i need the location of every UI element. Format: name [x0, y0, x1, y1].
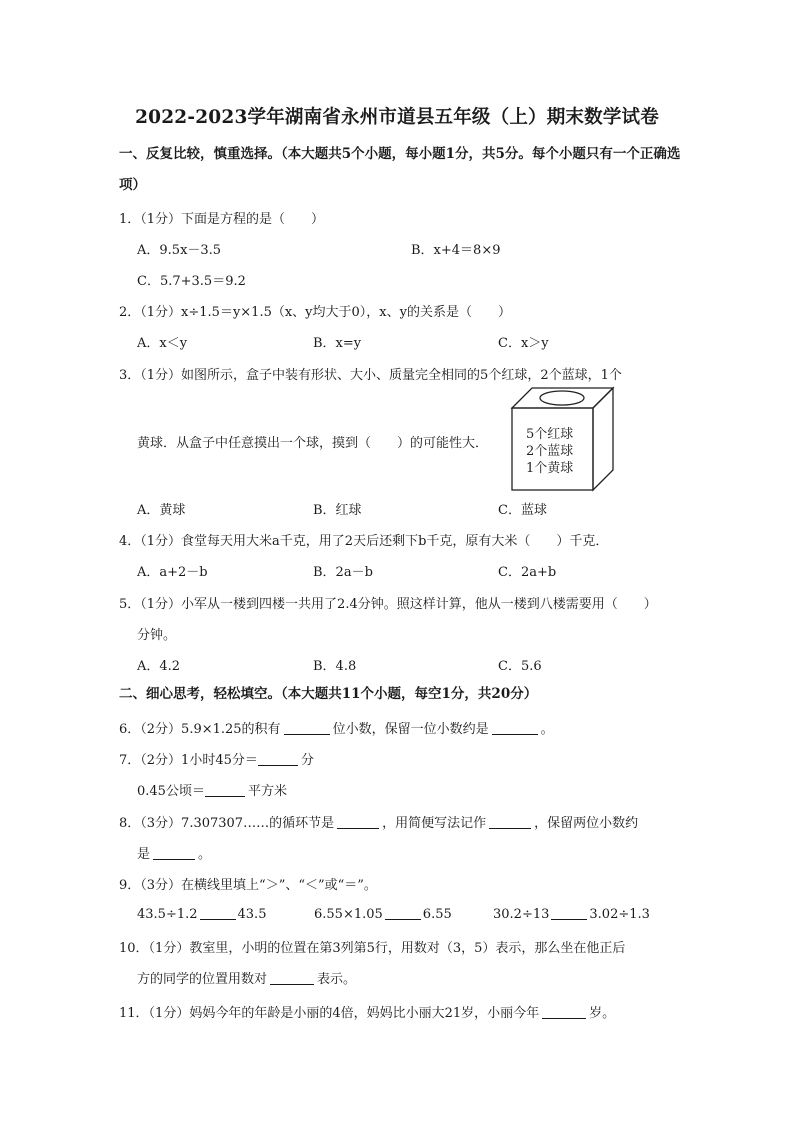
q7-text-3: 0.45公顷＝ [137, 784, 205, 799]
q6-blank-1[interactable] [284, 721, 330, 735]
q7-text-4: 平方米 [247, 784, 287, 799]
q8-blank-2[interactable] [489, 815, 531, 829]
q11-line [119, 1002, 615, 1021]
q9-blank-1[interactable] [200, 906, 236, 920]
q8-line-1 [119, 812, 638, 831]
q4-option-a: A．a+2－b [137, 565, 208, 580]
q8-text-4: 是 [137, 847, 151, 862]
q6-text-1: 6．（2分）5.9×1.25的积有 [119, 722, 281, 737]
section-1-heading: 一、反复比较，慎重选择。（本大题共5个小题，每小题1分，共5分。每个小题只有一个正确选项） [119, 146, 681, 193]
q9-compare-3-right: 3.02÷1.3 [589, 907, 650, 922]
q6-blank-2[interactable] [492, 721, 538, 735]
q7-line-1 [119, 749, 314, 768]
q1-stem: 1．（1分）下面是方程的是（ ） [119, 212, 325, 227]
q9-compare-1 [137, 906, 266, 922]
q5-option-c: C．5.6 [498, 659, 542, 674]
q11-text-1: 11．（1分）妈妈今年的年龄是小丽的4倍，妈妈比小丽大21岁，小丽今年 [119, 1006, 540, 1021]
box-label-red: 5个红球 [526, 427, 574, 442]
q6-text-3: 。 [540, 722, 554, 737]
q8-blank-1[interactable] [337, 815, 379, 829]
q6-text-2: 位小数，保留一位小数约是 [332, 722, 489, 737]
q2-option-b: B．x=y [313, 336, 362, 351]
q10-text-2: 方的同学的位置用数对 [137, 972, 268, 987]
q10-blank[interactable] [270, 971, 314, 985]
q7-text-2: 分 [300, 753, 314, 768]
q3-option-b: B．红球 [313, 503, 362, 518]
q8-text-1: 8．（3分）7.307307……的循环节是 [119, 816, 335, 831]
q9-blank-2[interactable] [385, 906, 421, 920]
q7-text-1: 7．（2分）1小时45分＝ [119, 753, 258, 768]
q10-text-3: 表示。 [317, 972, 357, 987]
box-opening [540, 391, 584, 405]
exam-title: 2022-2023学年湖南省永州市道县五年级（上）期末数学试卷 [135, 107, 659, 128]
q7-line-2 [137, 780, 287, 799]
q9-compare-3-left: 30.2÷13 [493, 907, 550, 922]
box-side-face [593, 388, 613, 490]
q5-stem-line1: 5．（1分）小军从一楼到四楼一共用了2.4分钟。照这样计算，他从一楼到八楼需要用（ ） [119, 597, 657, 612]
q9-compare-2 [314, 906, 452, 922]
q9-compare-2-right: 6.55 [422, 907, 452, 922]
q8-text-3: ，保留两位小数约 [534, 816, 639, 831]
q5-option-a: A．4.2 [137, 659, 181, 674]
q6-line [119, 718, 554, 737]
q1-option-a: A．9.5x－3.5 [137, 243, 222, 258]
q3-option-c: C．蓝球 [498, 503, 547, 518]
q9-compare-1-right: 43.5 [237, 907, 267, 922]
q11-text-2: 岁。 [589, 1006, 616, 1021]
q2-option-c: C．x＞y [498, 336, 549, 351]
q5-stem-line2: 分钟。 [137, 628, 177, 643]
q1-option-c: C．5.7+3.5＝9.2 [137, 274, 246, 289]
q10-line-2 [137, 968, 356, 987]
q3-stem-line1: 3．（1分）如图所示，盒子中装有形状、大小、质量完全相同的5个红球，2个蓝球，1个 [119, 368, 622, 383]
q9-compare-2-left: 6.55×1.05 [314, 907, 383, 922]
q3-option-a: A．黄球 [137, 503, 186, 518]
q8-blank-3[interactable] [153, 846, 195, 860]
q4-stem: 4．（1分）食堂每天用大米a千克，用了2天后还剩下b千克，原有大米（ ）千克． [119, 534, 609, 549]
q8-text-2: ，用简便写法记作 [382, 816, 487, 831]
q10-line-1: 10．（1分）教室里，小明的位置在第3列第5行，用数对（3，5）表示，那么坐在他正后 [119, 941, 626, 956]
q7-blank-2[interactable] [205, 783, 245, 797]
q4-option-c: C．2a+b [498, 565, 557, 580]
q3-stem-line2: 黄球．从盒子中任意摸出一个球，摸到（ ）的可能性大． [137, 436, 489, 451]
q9-blank-3[interactable] [551, 906, 587, 920]
q9-stem: 9．（3分）在横线里填上“＞”、“＜”或“＝”。 [119, 878, 377, 893]
q2-stem: 2．（1分）x÷1.5＝y×1.5（x、y均大于0），x、y的关系是（ ） [119, 305, 511, 320]
box-label-blue: 2个蓝球 [526, 444, 574, 459]
box-label-yellow: 1个黄球 [526, 461, 574, 476]
section-2-heading: 二、细心思考，轻松填空。（本大题共11个小题，每空1分，共20分） [119, 686, 538, 702]
q9-compare-3 [493, 906, 650, 922]
q2-option-a: A．x＜y [137, 336, 188, 351]
q8-line-2 [137, 843, 211, 862]
q5-option-b: B．4.8 [313, 659, 357, 674]
q7-blank-1[interactable] [258, 752, 298, 766]
q4-option-b: B．2a－b [313, 565, 373, 580]
q9-compare-1-left: 43.5÷1.2 [137, 907, 198, 922]
q8-text-5: 。 [198, 847, 212, 862]
q11-blank[interactable] [542, 1005, 586, 1019]
ball-box-figure [510, 386, 615, 492]
q1-option-b: B．x+4＝8×9 [411, 243, 501, 258]
